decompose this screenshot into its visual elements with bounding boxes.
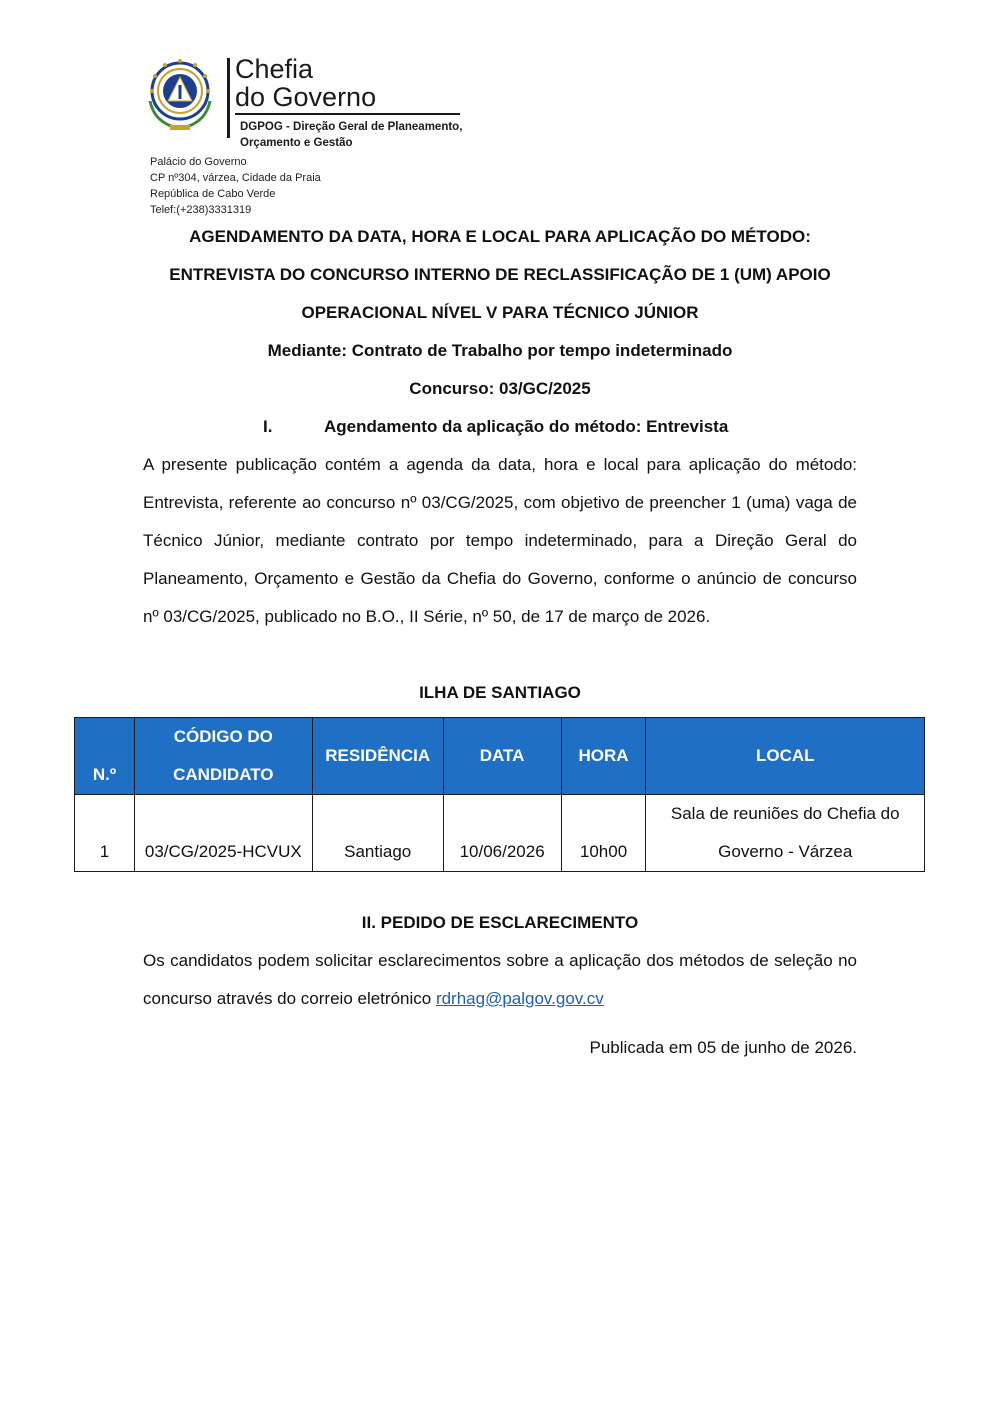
header-logo xyxy=(140,55,480,165)
section-1-heading xyxy=(0,408,1000,446)
logo-title-line1: Chefia xyxy=(235,54,314,84)
section-2-paragraph xyxy=(143,942,857,1018)
logo-title xyxy=(235,55,376,111)
header-code-line1: CÓDIGO DO xyxy=(173,727,273,746)
address-line: Telef:(+238)3331319 xyxy=(150,204,252,216)
cell-code: 03/CG/2025-HCVUX xyxy=(134,795,312,872)
title-line-1: AGENDAMENTO DA DATA, HORA E LOCAL PARA APLICAÇÃO DO MÉTODO: xyxy=(189,227,811,246)
header-residence: RESIDÊNCIA xyxy=(312,718,443,795)
header-time: HORA xyxy=(561,718,646,795)
title-line-3: OPERACIONAL NÍVEL V PARA TÉCNICO JÚNIOR xyxy=(301,303,699,322)
title-line-2: ENTREVISTA DO CONCURSO INTERNO DE RECLASSIFICAÇÃO DE 1 (UM) APOIO xyxy=(169,265,831,284)
logo-underline xyxy=(235,113,460,115)
section-2-heading: II. PEDIDO DE ESCLARECIMENTO xyxy=(361,913,639,932)
cell-date: 10/06/2026 xyxy=(443,795,561,872)
cell-time: 10h00 xyxy=(561,795,646,872)
address-line: República de Cabo Verde xyxy=(150,188,276,200)
header-code-line2: CANDIDATO xyxy=(173,765,274,784)
logo-title-line2: do Governo xyxy=(235,82,377,112)
section-1-text: A presente publicação contém a agenda da data, hora e local para aplicação do método: Entrevista, referente ao concurso nº 03/CG/2025, com objetivo de preencher 1 (uma) vaga de Técnico Júnior, mediante contrato por tempo indeterminado, para a Direção Geral do Planeamento, Orçamento e Gestão da Chefia do Governo, conforme o anúncio de concurso nº 03/CG/2025, publicado no B.O., II Série, nº 50, de 17 de março de 2026. xyxy=(143,455,857,626)
address-line: Palácio do Governo xyxy=(150,156,247,168)
header-num: N.º xyxy=(75,718,135,795)
section-1-title: Agendamento da aplicação do método: Entrevista xyxy=(324,417,729,436)
section-1-number: I. xyxy=(263,417,273,436)
header-date: DATA xyxy=(443,718,561,795)
cabo-verde-coat-of-arms-icon xyxy=(140,55,220,135)
header-code xyxy=(134,718,312,795)
section-1-paragraph xyxy=(143,446,857,636)
schedule-table xyxy=(74,717,925,872)
logo-subtitle: DGPOG - Direção Geral de Planeamento, Orçamento e Gestão xyxy=(240,121,463,149)
address-block xyxy=(150,154,321,218)
contract-type: Mediante: Contrato de Trabalho por tempo indeterminado xyxy=(267,341,733,360)
cell-location: Sala de reuniões do Chefia do Governo - Várzea xyxy=(646,795,925,872)
publication-date: Publicada em 05 de junho de 2026. xyxy=(589,1038,857,1057)
table-header-row xyxy=(75,718,925,795)
section-2-text-wrap xyxy=(143,942,857,1018)
table-row xyxy=(75,795,925,872)
contact-email-link[interactable]: rdrhag@palgov.gov.cv xyxy=(435,989,604,1008)
section-2-text: Os candidatos podem solicitar esclarecimentos sobre a aplicação dos métodos de seleção no concurso através do correio eletrónico xyxy=(143,951,857,1008)
island-heading: ILHA DE SANTIAGO xyxy=(419,683,581,702)
cell-num: 1 xyxy=(75,795,135,872)
logo-divider xyxy=(227,58,230,138)
header-location: LOCAL xyxy=(646,718,925,795)
contest-number: Concurso: 03/GC/2025 xyxy=(409,379,591,398)
cell-residence: Santiago xyxy=(312,795,443,872)
address-line: CP nº304, várzea, Cidade da Praia xyxy=(150,172,321,184)
